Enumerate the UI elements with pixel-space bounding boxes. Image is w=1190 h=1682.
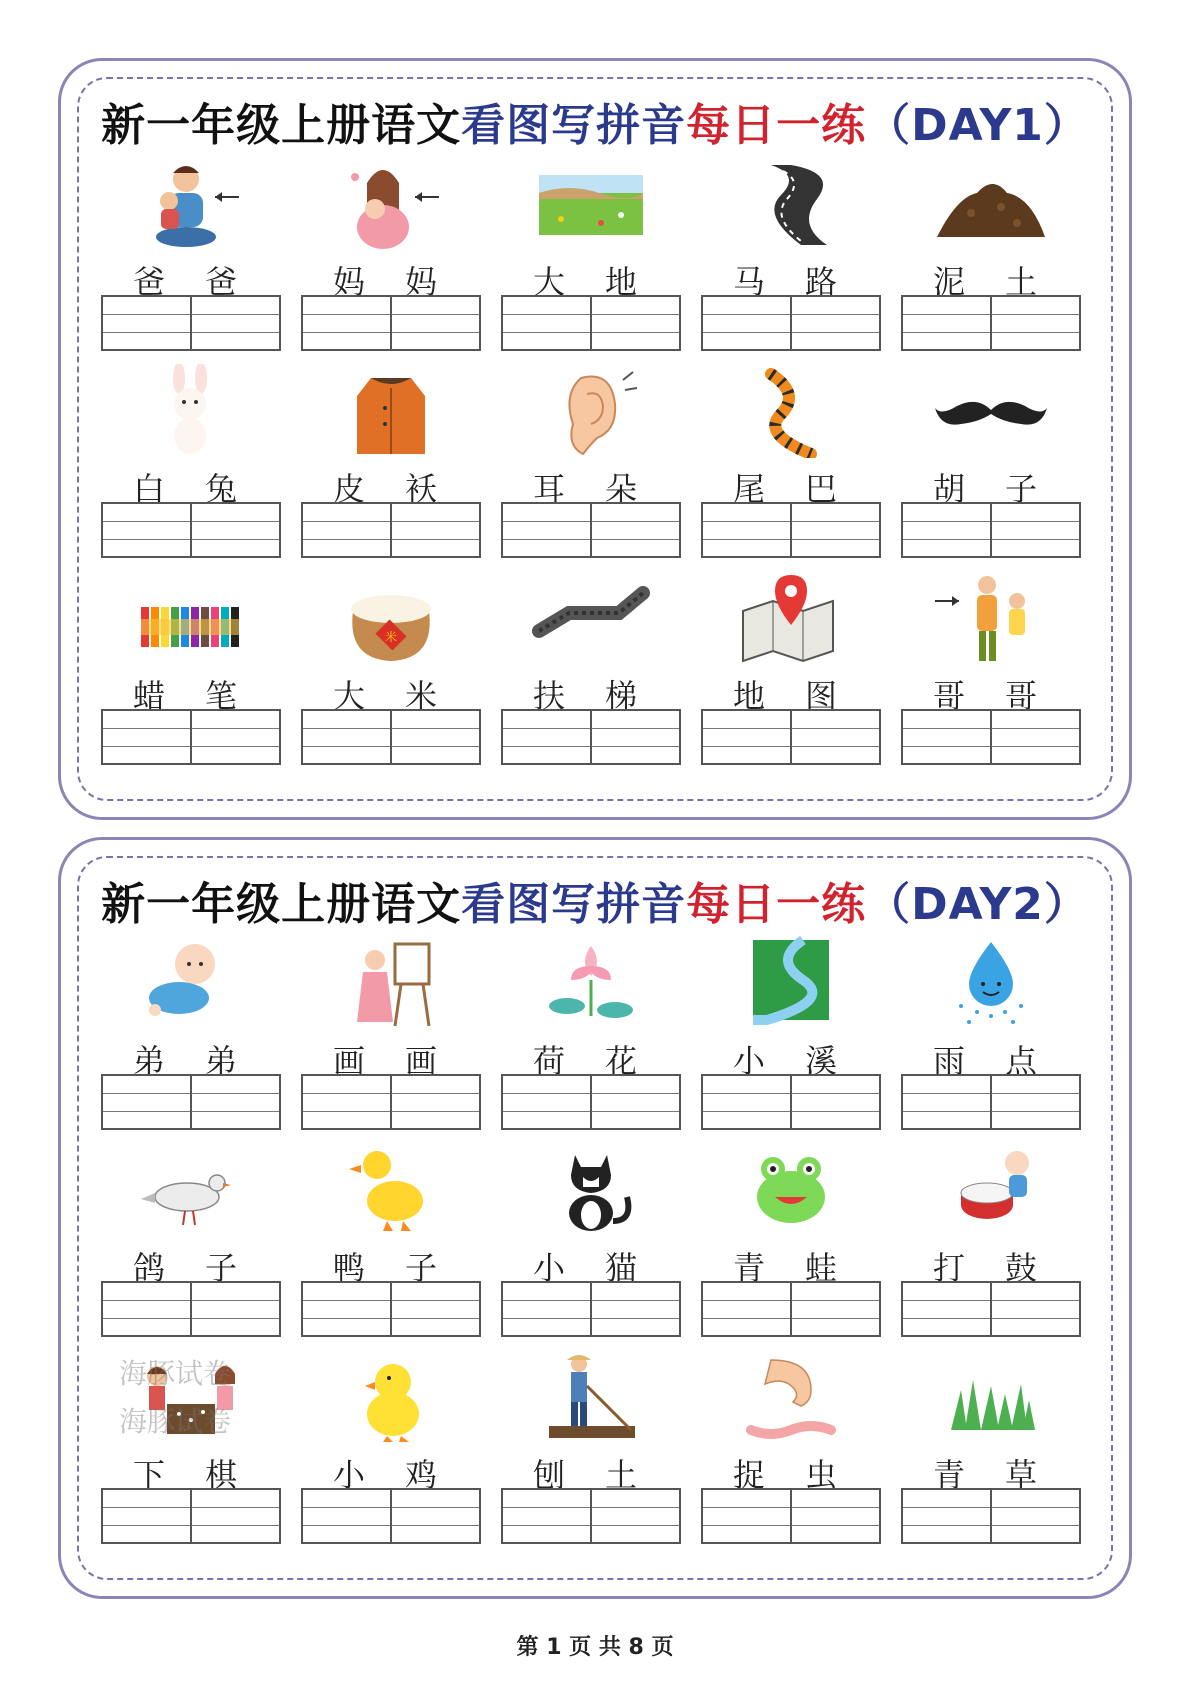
character-2: 鸡 — [405, 1456, 438, 1494]
pinyin-lines[interactable] — [990, 1490, 1079, 1542]
character-2: 点 — [1005, 1042, 1038, 1080]
pinyin-lines[interactable] — [103, 504, 190, 556]
pinyin-writing-box[interactable] — [101, 709, 281, 765]
exercise-item — [301, 571, 481, 777]
exercise-item — [101, 1143, 281, 1349]
word-characters — [701, 1036, 881, 1080]
character-1: 皮 — [333, 470, 366, 508]
character-2: 鼓 — [1005, 1249, 1038, 1287]
pinyin-lines[interactable] — [503, 711, 590, 763]
exercise-item — [101, 936, 281, 1142]
title-paren-close: ） — [1043, 100, 1089, 151]
pinyin-lines[interactable] — [903, 297, 990, 349]
pinyin-lines[interactable] — [190, 711, 279, 763]
word-characters — [101, 671, 281, 715]
character-1: 下 — [133, 1456, 166, 1494]
pinyin-lines[interactable] — [703, 504, 790, 556]
exercise-item — [101, 364, 281, 570]
dad-icon — [131, 157, 251, 251]
exercise-item — [701, 1350, 881, 1556]
word-characters — [101, 257, 281, 301]
exercise-item — [301, 936, 481, 1142]
pinyin-writing-box[interactable] — [301, 709, 481, 765]
pinyin-lines[interactable] — [590, 1076, 679, 1128]
exercise-item — [501, 571, 681, 777]
pinyin-writing-box[interactable] — [301, 295, 481, 351]
rice-sack-icon — [331, 571, 451, 665]
character-2: 兔 — [205, 470, 238, 508]
title-day: DAY2 — [911, 879, 1044, 930]
character-1: 白 — [133, 470, 166, 508]
pinyin-writing-box[interactable] — [901, 1281, 1081, 1337]
word-characters — [901, 1243, 1081, 1287]
exercise-item — [701, 364, 881, 570]
pinyin-lines[interactable] — [990, 1076, 1079, 1128]
character-1: 青 — [733, 1249, 766, 1287]
crayons-icon — [131, 571, 251, 665]
pinyin-lines[interactable] — [790, 504, 879, 556]
word-characters — [701, 671, 881, 715]
pinyin-writing-box[interactable] — [701, 1074, 881, 1130]
pinyin-writing-box[interactable] — [501, 502, 681, 558]
pinyin-lines[interactable] — [703, 297, 790, 349]
title-day: DAY1 — [911, 100, 1044, 151]
panel-title — [61, 868, 1129, 932]
catch-worm-icon — [731, 1350, 851, 1444]
pinyin-lines[interactable] — [903, 1490, 990, 1542]
escalator-icon — [531, 571, 651, 665]
pinyin-writing-box[interactable] — [501, 295, 681, 351]
exercise-item — [501, 1143, 681, 1349]
exercise-item — [901, 364, 1081, 570]
character-1: 马 — [733, 263, 766, 301]
character-2: 朵 — [605, 470, 638, 508]
character-2: 哥 — [1005, 677, 1038, 715]
pinyin-lines[interactable] — [390, 297, 479, 349]
pinyin-writing-box[interactable] — [901, 1074, 1081, 1130]
character-1: 青 — [933, 1456, 966, 1494]
word-characters — [101, 1450, 281, 1494]
character-1: 捉 — [733, 1456, 766, 1494]
exercise-item — [901, 936, 1081, 1142]
pinyin-lines[interactable] — [190, 297, 279, 349]
character-2: 图 — [805, 677, 838, 715]
pinyin-writing-box[interactable] — [501, 1074, 681, 1130]
painting-girl-icon — [331, 936, 451, 1030]
pinyin-lines[interactable] — [590, 1283, 679, 1335]
character-1: 小 — [733, 1042, 766, 1080]
pinyin-lines[interactable] — [503, 504, 590, 556]
character-2: 子 — [405, 1249, 438, 1287]
character-1: 耳 — [533, 470, 566, 508]
character-1: 小 — [533, 1249, 566, 1287]
character-1: 画 — [333, 1042, 366, 1080]
pinyin-lines[interactable] — [303, 297, 390, 349]
pinyin-lines[interactable] — [303, 504, 390, 556]
brother-icon — [931, 571, 1051, 665]
exercise-item — [901, 157, 1081, 363]
character-2: 地 — [605, 263, 638, 301]
pinyin-writing-box[interactable] — [101, 295, 281, 351]
character-1: 爸 — [133, 263, 166, 301]
duck-icon — [331, 1143, 451, 1237]
exercise-item — [901, 1350, 1081, 1556]
page-footer: 第 1 页 共 8 页 — [516, 1635, 674, 1660]
pinyin-lines[interactable] — [590, 297, 679, 349]
pinyin-lines[interactable] — [790, 1283, 879, 1335]
pinyin-lines[interactable] — [703, 1283, 790, 1335]
cat-icon — [531, 1143, 651, 1237]
pinyin-writing-box[interactable] — [901, 502, 1081, 558]
character-2: 画 — [405, 1042, 438, 1080]
word-characters — [501, 257, 681, 301]
exercise-item — [701, 1143, 881, 1349]
exercise-item — [301, 1350, 481, 1556]
pinyin-writing-box[interactable] — [101, 1074, 281, 1130]
character-2: 土 — [1005, 263, 1038, 301]
watermark: 海豚试卷 — [119, 1405, 232, 1438]
exercise-item — [301, 1143, 481, 1349]
character-2: 溪 — [805, 1042, 838, 1080]
pinyin-lines[interactable] — [303, 1076, 390, 1128]
pinyin-writing-box[interactable] — [301, 1281, 481, 1337]
pinyin-lines[interactable] — [590, 504, 679, 556]
pinyin-lines[interactable] — [303, 711, 390, 763]
character-2: 花 — [605, 1042, 638, 1080]
pinyin-lines[interactable] — [703, 1490, 790, 1542]
pinyin-lines[interactable] — [503, 1283, 590, 1335]
character-2: 爸 — [205, 263, 238, 301]
exercise-item — [501, 364, 681, 570]
character-2: 妈 — [405, 263, 438, 301]
pinyin-lines[interactable] — [390, 1283, 479, 1335]
word-characters — [501, 1243, 681, 1287]
panel-title — [61, 89, 1129, 153]
ear-icon — [531, 364, 651, 458]
character-1: 尾 — [733, 470, 766, 508]
word-characters — [901, 257, 1081, 301]
character-1: 胡 — [933, 470, 966, 508]
word-characters — [901, 464, 1081, 508]
word-characters — [301, 1036, 481, 1080]
pinyin-lines[interactable] — [390, 1490, 479, 1542]
character-2: 蛙 — [805, 1249, 838, 1287]
character-1: 鸭 — [333, 1249, 366, 1287]
pinyin-writing-box[interactable] — [101, 502, 281, 558]
word-characters — [301, 1450, 481, 1494]
character-2: 米 — [405, 677, 438, 715]
exercise-item — [101, 571, 281, 777]
word-characters — [501, 1036, 681, 1080]
word-characters — [701, 257, 881, 301]
character-2: 虫 — [805, 1456, 838, 1494]
exercise-item — [501, 936, 681, 1142]
exercise-grid — [101, 157, 1101, 777]
exercise-item — [901, 571, 1081, 777]
pinyin-lines[interactable] — [903, 504, 990, 556]
pinyin-lines[interactable] — [990, 297, 1079, 349]
pinyin-writing-box[interactable] — [101, 1281, 281, 1337]
exercise-item — [301, 364, 481, 570]
pinyin-lines[interactable] — [790, 297, 879, 349]
pinyin-lines[interactable] — [903, 1283, 990, 1335]
pinyin-writing-box[interactable] — [301, 1074, 481, 1130]
word-characters — [101, 464, 281, 508]
pinyin-writing-box[interactable] — [701, 1281, 881, 1337]
title-part2: 看图写拼音 — [461, 100, 687, 151]
pinyin-writing-box[interactable] — [701, 1488, 881, 1544]
grassland-icon — [531, 157, 651, 251]
pinyin-lines[interactable] — [503, 1490, 590, 1542]
pinyin-lines[interactable] — [190, 1283, 279, 1335]
character-1: 扶 — [533, 677, 566, 715]
character-1: 荷 — [533, 1042, 566, 1080]
title-paren-open: （ — [866, 100, 912, 151]
pinyin-writing-box[interactable] — [501, 1488, 681, 1544]
pinyin-writing-box[interactable] — [701, 709, 881, 765]
word-characters — [301, 257, 481, 301]
exercise-item — [301, 157, 481, 363]
pinyin-lines[interactable] — [503, 1076, 590, 1128]
exercise-item — [501, 157, 681, 363]
rabbit-icon — [131, 364, 251, 458]
pinyin-writing-box[interactable] — [501, 1281, 681, 1337]
title-part1: 新一年级上册语文 — [101, 879, 462, 930]
exercise-item — [701, 936, 881, 1142]
pinyin-lines[interactable] — [103, 1490, 190, 1542]
word-characters — [501, 1450, 681, 1494]
character-2: 猫 — [605, 1249, 638, 1287]
exercise-item — [101, 157, 281, 363]
pinyin-lines[interactable] — [903, 711, 990, 763]
exercise-item — [901, 1143, 1081, 1349]
svg-text:米: 米 — [384, 630, 398, 644]
pinyin-lines[interactable] — [790, 1490, 879, 1542]
pinyin-lines[interactable] — [103, 711, 190, 763]
pinyin-lines[interactable] — [303, 1490, 390, 1542]
character-1: 雨 — [933, 1042, 966, 1080]
frog-icon — [731, 1143, 851, 1237]
character-1: 打 — [933, 1249, 966, 1287]
word-characters — [101, 1243, 281, 1287]
exercise-item — [501, 1350, 681, 1556]
character-2: 棋 — [205, 1456, 238, 1494]
coat-icon — [331, 364, 451, 458]
grass-icon — [931, 1350, 1051, 1444]
character-1: 哥 — [933, 677, 966, 715]
pinyin-lines[interactable] — [990, 711, 1079, 763]
pinyin-lines[interactable] — [790, 1076, 879, 1128]
day1-panel — [58, 58, 1132, 820]
pinyin-lines[interactable] — [790, 711, 879, 763]
pinyin-lines[interactable] — [190, 1076, 279, 1128]
pinyin-lines[interactable] — [703, 1076, 790, 1128]
pinyin-lines[interactable] — [190, 1490, 279, 1542]
exercise-item — [701, 157, 881, 363]
word-characters — [901, 1450, 1081, 1494]
pinyin-writing-box[interactable] — [901, 1488, 1081, 1544]
map-icon — [731, 571, 851, 665]
pinyin-lines[interactable] — [303, 1283, 390, 1335]
word-characters — [901, 671, 1081, 715]
character-2: 笔 — [205, 677, 238, 715]
title-part3: 每日一练 — [686, 879, 867, 930]
pinyin-lines[interactable] — [103, 297, 190, 349]
watermark: 海豚试卷 — [119, 1357, 232, 1390]
pinyin-lines[interactable] — [990, 504, 1079, 556]
pinyin-writing-box[interactable] — [701, 502, 881, 558]
character-1: 地 — [733, 677, 766, 715]
pinyin-writing-box[interactable] — [701, 295, 881, 351]
character-2: 子 — [205, 1249, 238, 1287]
character-2: 梯 — [605, 677, 638, 715]
mom-icon — [331, 157, 451, 251]
character-1: 鸽 — [133, 1249, 166, 1287]
word-characters — [701, 1450, 881, 1494]
pinyin-lines[interactable] — [990, 1283, 1079, 1335]
word-characters — [301, 671, 481, 715]
character-1: 大 — [533, 263, 566, 301]
pinyin-writing-box[interactable] — [101, 1488, 281, 1544]
pinyin-lines[interactable] — [103, 1076, 190, 1128]
character-1: 大 — [333, 677, 366, 715]
pinyin-lines[interactable] — [903, 1076, 990, 1128]
character-2: 路 — [805, 263, 838, 301]
digging-icon — [531, 1350, 651, 1444]
pinyin-lines[interactable] — [390, 1076, 479, 1128]
character-2: 子 — [1005, 470, 1038, 508]
character-1: 泥 — [933, 263, 966, 301]
character-2: 巴 — [805, 470, 838, 508]
pinyin-lines[interactable] — [190, 504, 279, 556]
drum-icon — [931, 1143, 1051, 1237]
exercise-item — [701, 571, 881, 777]
word-characters — [701, 1243, 881, 1287]
pinyin-lines[interactable] — [590, 711, 679, 763]
pinyin-writing-box[interactable] — [901, 709, 1081, 765]
character-1: 弟 — [133, 1042, 166, 1080]
word-characters — [501, 671, 681, 715]
pinyin-writing-box[interactable] — [301, 1488, 481, 1544]
lotus-icon — [531, 936, 651, 1030]
word-characters — [901, 1036, 1081, 1080]
character-2: 弟 — [205, 1042, 238, 1080]
pinyin-lines[interactable] — [103, 1283, 190, 1335]
title-paren-open: （ — [866, 879, 912, 930]
pinyin-lines[interactable] — [503, 297, 590, 349]
day2-panel — [58, 837, 1132, 1599]
title-paren-close: ） — [1043, 879, 1089, 930]
raindrop-icon — [931, 936, 1051, 1030]
word-characters — [301, 464, 481, 508]
pinyin-lines[interactable] — [703, 711, 790, 763]
character-2: 土 — [605, 1456, 638, 1494]
mustache-icon — [931, 364, 1051, 458]
exercise-grid — [101, 936, 1101, 1556]
character-2: 草 — [1005, 1456, 1038, 1494]
character-1: 蜡 — [133, 677, 166, 715]
word-characters — [501, 464, 681, 508]
pigeon-icon — [131, 1143, 251, 1237]
pinyin-lines[interactable] — [590, 1490, 679, 1542]
title-part2: 看图写拼音 — [461, 879, 687, 930]
pinyin-lines[interactable] — [390, 711, 479, 763]
road-icon — [731, 157, 851, 251]
pinyin-lines[interactable] — [390, 504, 479, 556]
stream-icon — [731, 936, 851, 1030]
pinyin-writing-box[interactable] — [501, 709, 681, 765]
tail-icon — [731, 364, 851, 458]
character-1: 小 — [333, 1456, 366, 1494]
character-2: 袄 — [405, 470, 438, 508]
title-part3: 每日一练 — [686, 100, 867, 151]
pinyin-writing-box[interactable] — [901, 295, 1081, 351]
baby-icon — [131, 936, 251, 1030]
word-characters — [701, 464, 881, 508]
word-characters — [301, 1243, 481, 1287]
word-characters — [101, 1036, 281, 1080]
character-1: 刨 — [533, 1456, 566, 1494]
soil-icon — [931, 157, 1051, 251]
title-part1: 新一年级上册语文 — [101, 100, 462, 151]
pinyin-writing-box[interactable] — [301, 502, 481, 558]
chick-icon — [331, 1350, 451, 1444]
character-1: 妈 — [333, 263, 366, 301]
